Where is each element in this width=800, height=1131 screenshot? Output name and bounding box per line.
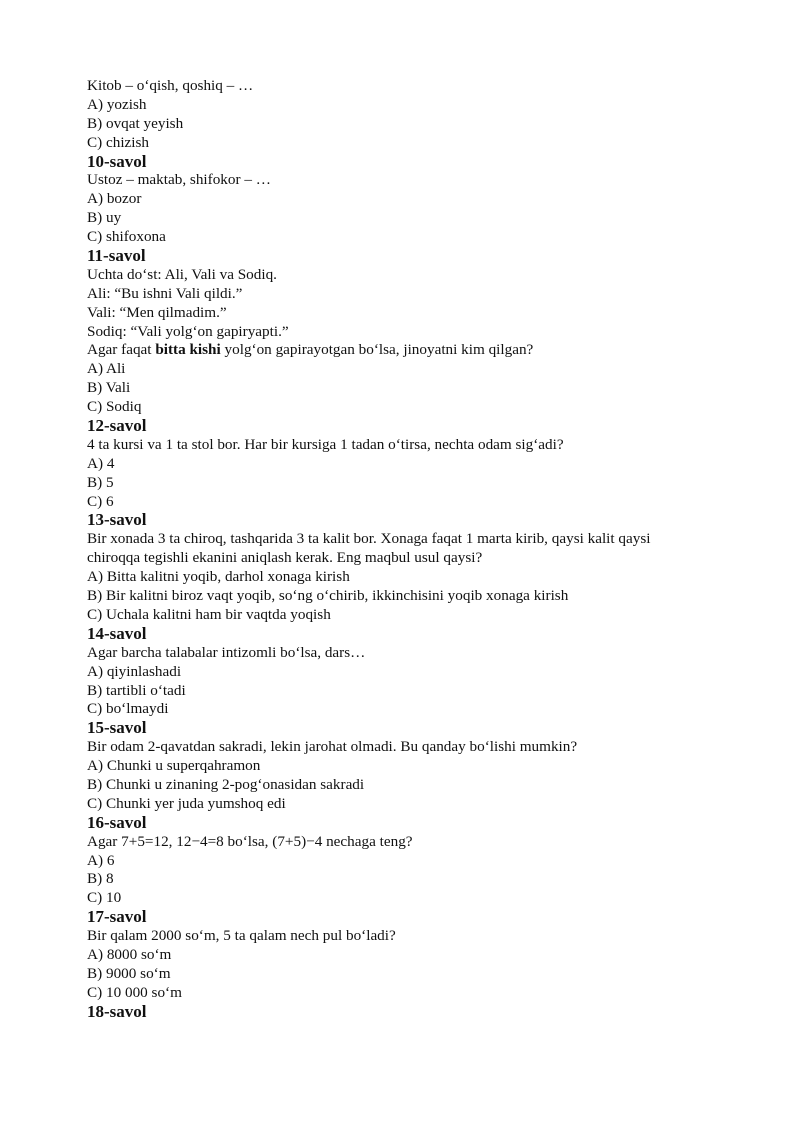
answer-option: A) 4	[87, 454, 115, 472]
answer-option: A) 6	[87, 851, 115, 869]
question-text	[87, 341, 727, 360]
question-text: 4 ta kursi va 1 ta stol bor. Har bir kursiga 1 tadan o‘tirsa, nechta odam sig‘adi?	[87, 435, 564, 453]
question-text: Agar 7+5=12, 12−4=8 bo‘lsa, (7+5)−4 nechaga teng?	[87, 832, 413, 850]
question-text: Bir odam 2-qavatdan sakradi, lekin jarohat olmadi. Bu qanday bo‘lishi mumkin?	[87, 738, 578, 756]
answer-option: C) chizish	[87, 133, 150, 151]
question-heading: 18-savol	[87, 1001, 147, 1021]
answer-option: B) ovqat yeyish	[87, 114, 184, 132]
question-heading: 17-savol	[87, 907, 147, 927]
answer-option: B) 9000 so‘m	[87, 964, 171, 982]
answer-option: B) uy	[87, 209, 122, 227]
answer-option: B) Bir kalitni biroz vaqt yoqib, so‘ng o‘chirib, ikkinchisini yoqib xonaga kirish	[87, 587, 569, 605]
question-text: Kitob – o‘qish, qoshiq – …	[87, 77, 254, 94]
text-span: Agar faqat	[87, 341, 156, 359]
question-heading: 16-savol	[87, 812, 147, 832]
question-text: Ustoz – maktab, shifokor – …	[87, 171, 271, 189]
question-text: Sodiq: “Vali yolg‘on gapiryapti.”	[87, 322, 289, 340]
answer-option: B) 8	[87, 870, 114, 888]
question-text: Vali: “Men qilmadim.”	[87, 303, 227, 321]
question-text: chiroqqa tegishli ekanini aniqlash kerak. Eng maqbul usul qaysi?	[87, 549, 483, 567]
answer-option: C) 10	[87, 889, 122, 907]
question-heading: 11-savol	[87, 246, 146, 266]
answer-option: A) Chunki u superqahramon	[87, 757, 261, 775]
answer-option: B) Chunki u zinaning 2-pog‘onasidan sakradi	[87, 775, 365, 793]
document-body	[87, 77, 727, 1022]
answer-option: B) 5	[87, 473, 114, 491]
answer-option: C) bo‘lmaydi	[87, 700, 169, 718]
answer-option: C) Chunki yer juda yumshoq edi	[87, 794, 286, 812]
question-text: Ali: “Bu ishni Vali qildi.”	[87, 284, 243, 302]
question-text: Bir qalam 2000 so‘m, 5 ta qalam nech pul bo‘ladi?	[87, 927, 396, 945]
question-heading: 10-savol	[87, 151, 147, 171]
answer-option: A) bozor	[87, 190, 142, 208]
answer-option: A) qiyinlashadi	[87, 662, 182, 680]
answer-option: B) Vali	[87, 379, 131, 397]
answer-option: A) 8000 so‘m	[87, 945, 172, 963]
answer-option: C) 10 000 so‘m	[87, 983, 182, 1001]
answer-option: A) Bitta kalitni yoqib, darhol xonaga kirish	[87, 568, 350, 586]
question-heading: 12-savol	[87, 416, 147, 436]
answer-option: C) Sodiq	[87, 398, 142, 416]
question-heading: 13-savol	[87, 510, 147, 530]
question-text: Agar barcha talabalar intizomli bo‘lsa, dars…	[87, 643, 366, 661]
question-text: Bir xonada 3 ta chiroq, tashqarida 3 ta kalit bor. Xonaga faqat 1 marta kirib, qaysi kalit qaysi	[87, 530, 651, 548]
answer-option: A) Ali	[87, 360, 126, 378]
answer-option: C) 6	[87, 492, 114, 510]
emphasized-text: bitta kishi	[155, 341, 221, 359]
answer-option: A) yozish	[87, 95, 147, 113]
answer-option: C) shifoxona	[87, 228, 166, 246]
question-text: Uchta do‘st: Ali, Vali va Sodiq.	[87, 265, 277, 283]
text-span: yolg‘on gapirayotgan bo‘lsa, jinoyatni kim qilgan?	[220, 341, 534, 359]
question-heading: 15-savol	[87, 718, 147, 738]
answer-option: C) Uchala kalitni ham bir vaqtda yoqish	[87, 605, 331, 623]
question-heading: 14-savol	[87, 623, 147, 643]
answer-option: B) tartibli o‘tadi	[87, 681, 186, 699]
